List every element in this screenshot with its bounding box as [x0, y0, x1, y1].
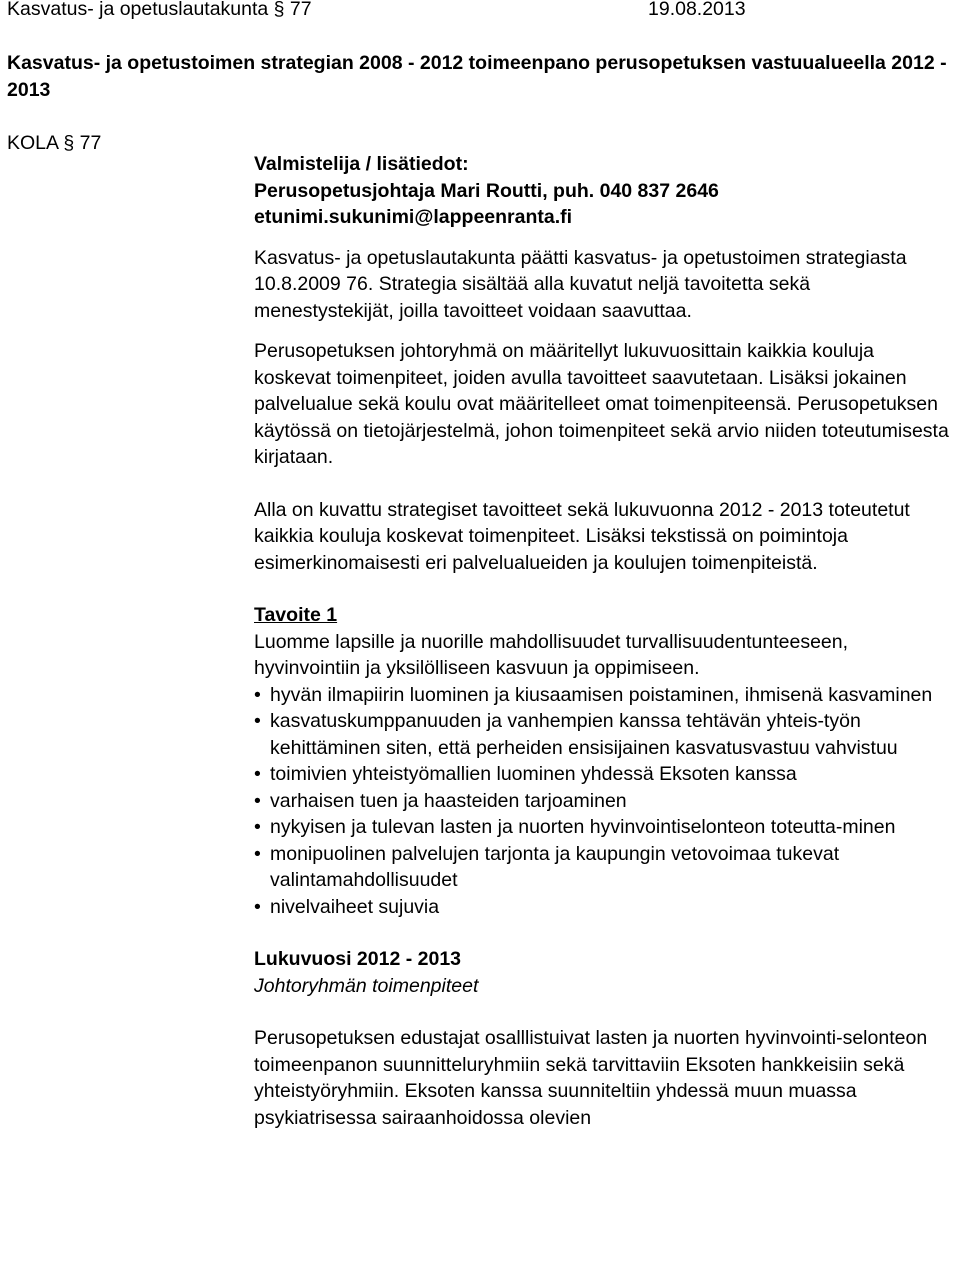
section-id: KOLA § 77 — [7, 132, 102, 154]
year-subheading: Johtoryhmän toimenpiteet — [254, 974, 479, 997]
header-date: 19.08.2013 — [648, 0, 746, 20]
preparer-contact: Perusopetusjohtaja Mari Routti, puh. 040 837 2646 — [254, 179, 719, 202]
bullet-icon: • — [254, 842, 261, 865]
header-committee: Kasvatus- ja opetuslautakunta § 77 — [7, 0, 312, 20]
bullet-icon: • — [254, 816, 261, 838]
bullet-icon: • — [254, 789, 261, 812]
list-item: • hyvän ilmapiirin luominen ja kiusaamisen poistaminen, ihmisenä kasvaminen — [254, 682, 954, 709]
preparer-label: Valmistelija / lisätiedot: — [254, 153, 469, 175]
paragraph-overview: Alla on kuvattu strategiset tavoitteet sekä lukuvuonna 2012 - 2013 toteutetut kaikkia kouluja koskevat toimenpiteet. Lisäksi tekstissä on poimintoja esimerkinomaisesti eri palvelualueiden ja koulujen toimenpiteistä. — [254, 498, 910, 574]
goal1-heading: Tavoite 1 — [254, 604, 338, 626]
list-item: • monipuolinen palvelujen tarjonta ja kaupungin vetovoimaa tukevat valintamahdollisuudet — [254, 842, 840, 891]
list-item: • nivelvaiheet sujuvia — [254, 894, 954, 921]
goal1-intro: Luomme lapsille ja nuorille mahdollisuudet turvallisuudentunteeseen, hyvinvointiin ja yksilölliseen kasvuun ja oppimiseen. — [254, 630, 849, 679]
year-heading: Lukuvuosi 2012 - 2013 — [254, 948, 462, 970]
list-item: • varhaisen tuen ja haasteiden tarjoaminen — [254, 788, 954, 815]
bullet-icon: • — [254, 710, 261, 732]
list-item: • toimivien yhteistyömallien luominen yhdessä Eksoten kanssa — [254, 761, 954, 788]
goal1-list — [254, 682, 954, 921]
bullet-icon: • — [254, 763, 261, 785]
document-title: Kasvatus- ja opetustoimen strategian 2008 - 2012 toimeenpano perusopetuksen vastuualueella 2012 - 2013 — [7, 52, 947, 101]
bullet-icon: • — [254, 683, 261, 706]
paragraph-strategy: Kasvatus- ja opetuslautakunta päätti kasvatus- ja opetustoimen strategiasta 10.8.2009 76. Strategia sisältää alla kuvatut neljä tavoitetta sekä menestystekijät, joilla tavoitteet voidaan saavuttaa. — [254, 246, 907, 322]
bullet-icon: • — [254, 895, 261, 918]
list-item: • kasvatuskumppanuuden ja vanhempien kanssa tehtävän yhteis-työn kehittäminen siten, että perheiden ensisijainen kasvatusvastuu vahvistuu — [254, 710, 898, 759]
main-content — [254, 151, 954, 1131]
list-item: • nykyisen ja tulevan lasten ja nuorten hyvinvointiselonteon toteutta-minen — [254, 814, 954, 841]
year-paragraph: Perusopetuksen edustajat osalllistuivat lasten ja nuorten hyvinvointi-selonteon toimeenpanon suunnitteluryhmiin sekä tarvittaviin Eksoten hankkeisiin sekä yhteistyöryhmiin. Eksoten kanssa suunniteltiin yhdessä muun muassa psykiatrisessa sairaanhoidossa olevien — [254, 1027, 928, 1129]
preparer-email: etunimi.sukunimi@lappeenranta.fi — [254, 206, 573, 228]
paragraph-management: Perusopetuksen johtoryhmä on määritellyt lukuvuosittain kaikkia kouluja koskevat toimenpiteet, joiden avulla tavoitteet saavutetaan. Lisäksi jokainen palvelualue sekä koulu ovat määritelleet omat toimenpiteensä. Perusopetuksen käytössä on tietojärjestelmä, johon toimenpiteet sekä arvio niiden toteutumisesta kirjataan. — [254, 340, 949, 468]
